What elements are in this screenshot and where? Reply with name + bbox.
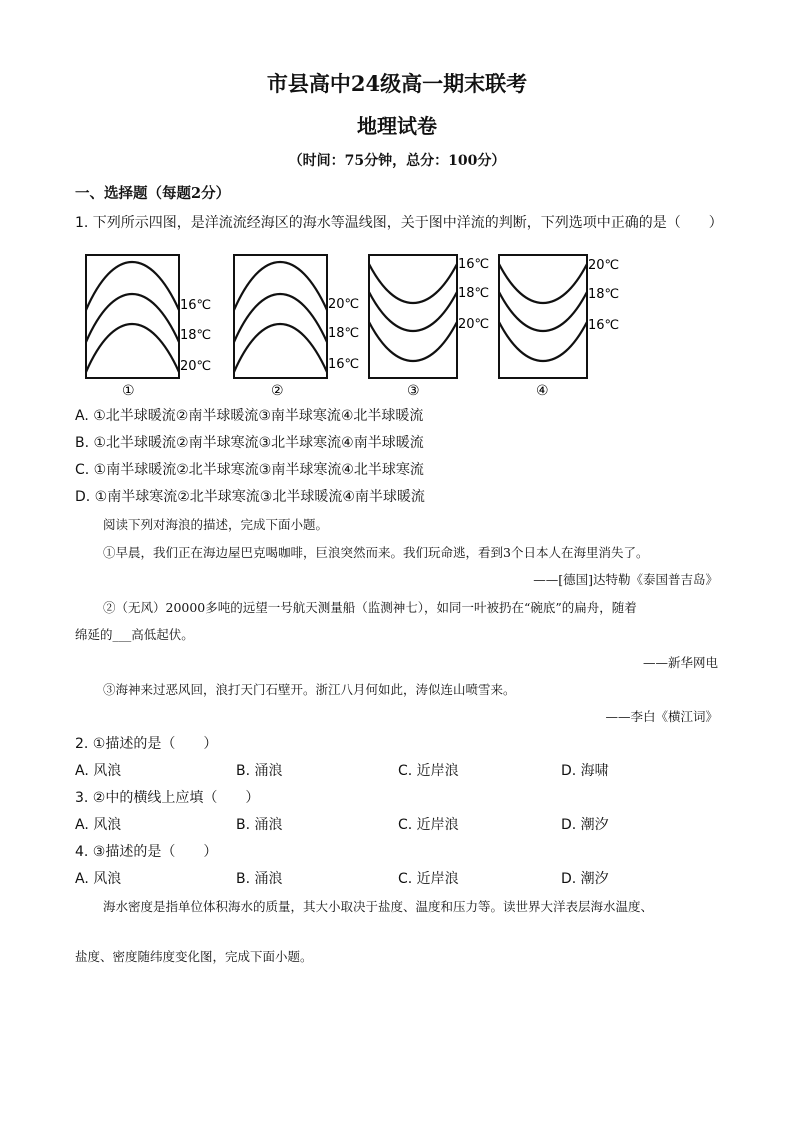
panel-4-label: ④ — [536, 383, 549, 399]
q1-stem: 1. 下列所示四图，是洋流流经海区的海水等温线图，关于图中洋流的判断，下列选项中正确的是（ ） — [75, 215, 723, 231]
q1-option-c: C. ①南半球暖流②北半球寒流③南半球寒流④北半球寒流 — [75, 462, 424, 478]
q3-option-c: C. 近岸浪 — [398, 817, 459, 833]
q3-stem: 3. ②中的横线上应填（ ） — [75, 790, 260, 806]
q1-option-a: A. ①北半球暖流②南半球暖流③南半球寒流④北半球暖流 — [75, 408, 424, 424]
q4-option-a: A. 风浪 — [75, 871, 122, 887]
q2-option-c: C. 近岸浪 — [398, 763, 459, 779]
panel-2-label: ② — [271, 383, 284, 399]
passage2-line1: 海水密度是指单位体积海水的质量，其大小取决于盐度、温度和压力等。读世界大洋表层海水温度、 — [103, 899, 654, 914]
q4-option-c: C. 近岸浪 — [398, 871, 459, 887]
panel-4-isotherm-3 — [499, 322, 587, 361]
panel-3-label: ③ — [407, 383, 420, 399]
panel-1-temp-3: 20℃ — [180, 359, 212, 374]
exam-title: 市县高中24级高一期末联考 — [266, 71, 528, 96]
q4-option-d: D. 潮汐 — [561, 871, 609, 887]
panel-3-isotherm-1 — [369, 264, 457, 303]
q1-option-d: D. ①南半球寒流②北半球寒流③北半球暖流④南半球暖流 — [75, 489, 425, 505]
panel-4-temp-3: 16℃ — [588, 318, 620, 333]
panel-4-isotherm-1 — [499, 264, 587, 303]
panel-2-temp-3: 16℃ — [328, 357, 360, 372]
panel-1-temp-2: 18℃ — [180, 328, 212, 343]
subject-title: 地理试卷 — [357, 114, 437, 138]
panel-2-temp-2: 18℃ — [328, 326, 360, 341]
panel-4-frame — [499, 255, 587, 378]
q2-option-b: B. 涌浪 — [236, 763, 283, 779]
panel-2-isotherm-1 — [234, 262, 327, 310]
panel-2-isotherm-3 — [234, 324, 327, 372]
isotherm-panel-1 — [86, 255, 211, 399]
panel-3-isotherm-3 — [369, 322, 457, 361]
q2-option-d: D. 海啸 — [561, 763, 609, 779]
q2-option-a: A. 风浪 — [75, 763, 122, 779]
reading-p3-source: ——李白《横江词》 — [605, 709, 718, 724]
panel-2-temp-1: 20℃ — [328, 297, 360, 312]
panel-2-isotherm-2 — [234, 294, 327, 342]
reading-p1-source: ——[德国]达特勒《泰国普吉岛》 — [533, 572, 718, 587]
panel-4-isotherm-2 — [499, 292, 587, 331]
panel-1-isotherm-1 — [86, 262, 179, 310]
exam-info: （时间：75分钟，总分：100分） — [288, 153, 506, 169]
panel-3-temp-3: 20℃ — [458, 317, 490, 332]
reading-p2-source: ——新华网电 — [642, 655, 718, 670]
isotherm-panel-3 — [369, 255, 489, 399]
panel-3-temp-1: 16℃ — [458, 257, 490, 272]
isotherm-figure — [84, 250, 644, 400]
panel-1-temp-1: 16℃ — [180, 298, 212, 313]
q1-option-b: B. ①北半球暖流②南半球寒流③北半球寒流④南半球暖流 — [75, 435, 424, 451]
isotherm-panel-4 — [499, 255, 619, 399]
panel-4-temp-1: 20℃ — [588, 258, 620, 273]
reading-intro: 阅读下列对海浪的描述，完成下面小题。 — [103, 517, 329, 532]
reading-p1: ①早晨，我们正在海边屋巴克喝咖啡，巨浪突然而来。我们玩命逃，看到3个日本人在海里消失了。 — [103, 545, 649, 560]
panel-1-isotherm-2 — [86, 294, 179, 342]
panel-3-temp-2: 18℃ — [458, 286, 490, 301]
panel-4-temp-2: 18℃ — [588, 287, 620, 302]
passage2-line2: 盐度、密度随纬度变化图，完成下面小题。 — [75, 949, 313, 964]
q4-option-b: B. 涌浪 — [236, 871, 283, 887]
q2-stem: 2. ①描述的是（ ） — [75, 736, 218, 752]
isotherm-panel-2 — [234, 255, 359, 399]
reading-p2-line2: 绵延的___高低起伏。 — [75, 627, 194, 642]
reading-p2-line1: ②（无风）20000多吨的远望一号航天测量船（监测神七），如同一叶被扔在“碗底”的扁舟，随着 — [103, 600, 637, 615]
q4-stem: 4. ③描述的是（ ） — [75, 844, 218, 860]
panel-1-isotherm-3 — [86, 324, 179, 372]
reading-p3: ③海神来过恶风回，浪打天门石壁开。浙江八月何如此，涛似连山喷雪来。 — [103, 682, 516, 697]
panel-3-frame — [369, 255, 457, 378]
panel-1-label: ① — [122, 383, 135, 399]
panel-3-isotherm-2 — [369, 292, 457, 331]
q3-option-d: D. 潮汐 — [561, 817, 609, 833]
section-heading: 一、选择题（每题2分） — [75, 185, 231, 202]
q3-option-a: A. 风浪 — [75, 817, 122, 833]
q3-option-b: B. 涌浪 — [236, 817, 283, 833]
